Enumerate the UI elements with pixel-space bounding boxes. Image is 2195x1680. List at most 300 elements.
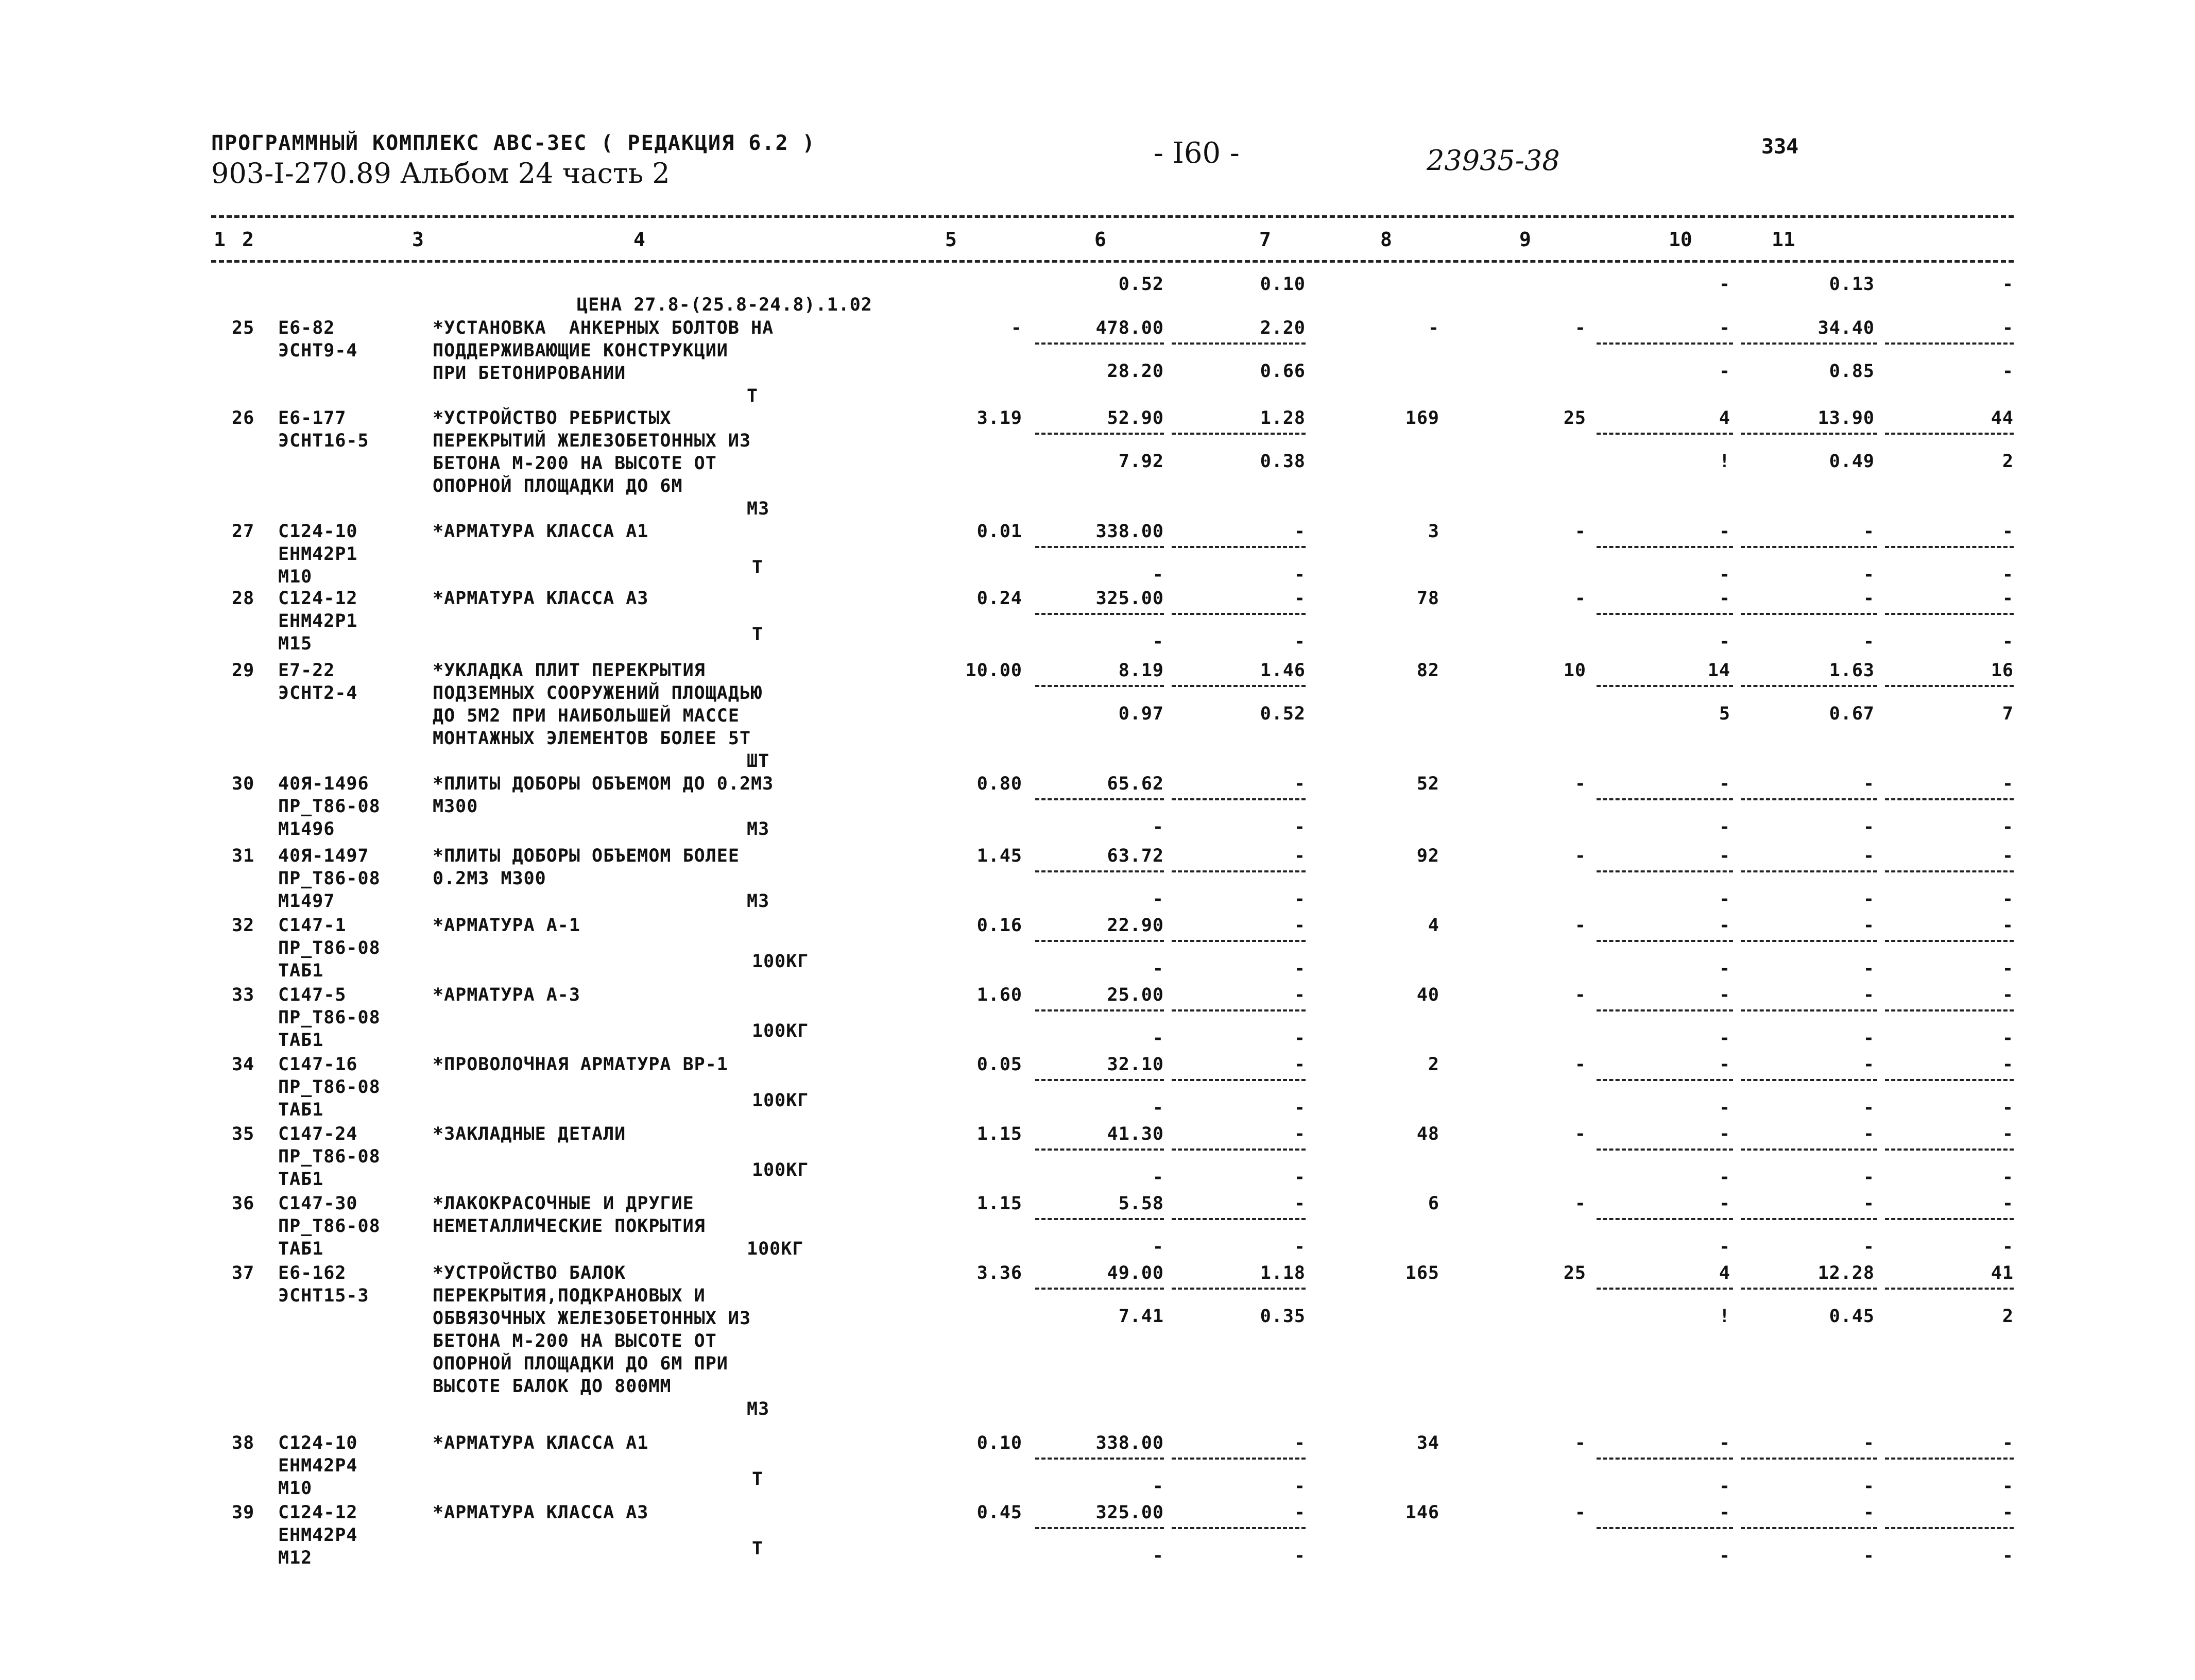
row-description: ПЕРЕКРЫТИЯ,ПОДКРАНОВЫХ И <box>433 1285 706 1306</box>
row-c11b: - <box>2002 1098 2014 1118</box>
row-c7: 82 <box>1416 660 1439 681</box>
row-c9: - <box>1719 1124 1730 1144</box>
row-unit: Т <box>752 624 764 645</box>
row-c11: - <box>2002 846 2014 866</box>
row-c10b: 0.49 <box>1829 451 1875 472</box>
row-c8: - <box>1574 588 1586 609</box>
row-sep-col10 <box>1741 1218 1877 1220</box>
row-c6b: - <box>1294 958 1306 979</box>
row-sep-col9 <box>1597 1288 1733 1290</box>
row-sep-col11 <box>1885 1527 2014 1529</box>
row-code: Е6-82 <box>278 318 335 338</box>
row-c10: - <box>1863 1502 1875 1523</box>
row-c6: - <box>1294 1502 1306 1523</box>
row-c11: - <box>2002 588 2014 609</box>
row-c11b: - <box>2002 1028 2014 1049</box>
row-c11: 41 <box>1991 1263 2014 1283</box>
row-sep-col10 <box>1741 433 1877 435</box>
row-unit: Т <box>752 1469 764 1490</box>
row-sep-col6 <box>1172 1288 1306 1290</box>
row-sep-col10 <box>1741 798 1877 800</box>
row-sep-col5 <box>1035 1288 1164 1290</box>
column-number-4: 4 <box>633 228 645 251</box>
row-c5: 63.72 <box>1107 846 1164 866</box>
row-description: *УКЛАДКА ПЛИТ ПЕРЕКРЫТИЯ <box>433 660 706 681</box>
row-number: 30 <box>232 774 255 794</box>
row-sep-col5 <box>1035 1009 1164 1012</box>
row-c11: 44 <box>1991 408 2014 428</box>
row-code: ТАБ1 <box>278 1239 324 1259</box>
row-code: ПР_Т86-08 <box>278 1077 381 1098</box>
row-c5: 478.00 <box>1095 318 1164 338</box>
row-sep-col6 <box>1172 433 1306 435</box>
row-c5: 52.90 <box>1107 408 1164 428</box>
row-c11: - <box>2002 1502 2014 1523</box>
row-c11: - <box>2002 1124 2014 1144</box>
row-sep-col9 <box>1597 870 1733 872</box>
row-sep-col11 <box>1885 1079 2014 1081</box>
row-description: *ПЛИТЫ ДОБОРЫ ОБЪЕМОМ ДО 0.2М3 <box>433 774 774 794</box>
row-description: *ПРОВОЛОЧНАЯ АРМАТУРА ВР-1 <box>433 1054 728 1075</box>
row-c6b: - <box>1294 1098 1306 1118</box>
row-c11b: - <box>2002 564 2014 585</box>
row-c8: - <box>1574 846 1586 866</box>
column-number-1: 1 <box>214 228 226 251</box>
row-sep-col9 <box>1597 1009 1733 1012</box>
sheet-number: 334 <box>1761 135 1799 159</box>
carry-col10: 0.13 <box>1829 274 1875 295</box>
row-code: ПР_Т86-08 <box>278 1146 381 1167</box>
row-unit: ШТ <box>747 751 770 772</box>
row-description: ПРИ БЕТОНИРОВАНИИ <box>433 363 626 384</box>
row-sep-col10 <box>1741 1288 1877 1290</box>
row-c6b: 0.66 <box>1260 361 1306 382</box>
row-sep-col5 <box>1035 940 1164 942</box>
row-c7: 34 <box>1416 1433 1439 1453</box>
row-sep-col10 <box>1741 1009 1877 1012</box>
row-sep-col11 <box>1885 940 2014 942</box>
row-c8: - <box>1574 521 1586 542</box>
row-c10: - <box>1863 915 1875 936</box>
row-code: Е6-162 <box>278 1263 347 1283</box>
row-sep-col6 <box>1172 685 1306 687</box>
row-c11b: 2 <box>2002 451 2014 472</box>
row-description: 0.2М3 М300 <box>433 868 546 889</box>
row-c10: - <box>1863 1124 1875 1144</box>
row-c11b: 2 <box>2002 1306 2014 1327</box>
row-code: ПР_Т86-08 <box>278 868 381 889</box>
row-c9b: - <box>1719 1237 1730 1257</box>
row-c8: - <box>1574 1193 1586 1214</box>
row-description: НЕМЕТАЛЛИЧЕСКИЕ ПОКРЫТИЯ <box>433 1216 706 1237</box>
row-sep-col11 <box>1885 1288 2014 1290</box>
row-c8: - <box>1574 774 1586 794</box>
row-c7: 3 <box>1428 521 1439 542</box>
row-c11: - <box>2002 1433 2014 1453</box>
row-c6b: - <box>1294 817 1306 837</box>
row-c9b: - <box>1719 1167 1730 1188</box>
row-code: С147-30 <box>278 1193 358 1214</box>
row-description: *УСТАНОВКА АНКЕРНЫХ БОЛТОВ НА <box>433 318 774 338</box>
row-code: ЭСНТ9-4 <box>278 340 358 361</box>
row-number: 32 <box>232 915 255 936</box>
row-c6: 1.18 <box>1260 1263 1306 1283</box>
row-c6: - <box>1294 915 1306 936</box>
row-sep-col10 <box>1741 546 1877 548</box>
row-unit: 100КГ <box>752 951 809 972</box>
row-c4: 0.01 <box>976 521 1022 542</box>
row-c10b: - <box>1863 1237 1875 1257</box>
row-c10b: - <box>1863 817 1875 837</box>
row-c10: - <box>1863 846 1875 866</box>
row-c11b: - <box>2002 361 2014 382</box>
row-c6b: - <box>1294 1237 1306 1257</box>
row-c5b: 0.97 <box>1118 704 1164 724</box>
row-c7: 78 <box>1416 588 1439 609</box>
program-title: ПРОГРАММНЫЙ КОМПЛЕКС АВС-3ЕС ( РЕДАКЦИЯ 6.2 ) <box>211 131 816 155</box>
row-sep-col9 <box>1597 1218 1733 1220</box>
row-c9: 4 <box>1719 1263 1730 1283</box>
column-number-6: 6 <box>1094 228 1106 251</box>
row-c10b: 0.85 <box>1829 361 1875 382</box>
row-unit: М3 <box>747 499 770 519</box>
row-c7: 146 <box>1405 1502 1439 1523</box>
row-c10b: - <box>1863 1098 1875 1118</box>
row-c5: 325.00 <box>1095 1502 1164 1523</box>
row-c4: 0.80 <box>976 774 1022 794</box>
row-sep-col11 <box>1885 870 2014 872</box>
row-code: С124-10 <box>278 1433 358 1453</box>
row-c9: 14 <box>1707 660 1730 681</box>
row-description: *АРМАТУРА КЛАССА А1 <box>433 521 649 542</box>
row-sep-col9 <box>1597 1079 1733 1081</box>
row-unit: М3 <box>747 1399 770 1419</box>
row-c8: - <box>1574 1433 1586 1453</box>
row-c5b: - <box>1152 1028 1164 1049</box>
row-c10b: 0.67 <box>1829 704 1875 724</box>
row-c7: - <box>1428 318 1439 338</box>
row-c6b: 0.52 <box>1260 704 1306 724</box>
row-c4: 1.45 <box>976 846 1022 866</box>
column-number-11: 11 <box>1772 228 1795 251</box>
row-c9b: ! <box>1719 451 1730 472</box>
row-c7: 40 <box>1416 985 1439 1005</box>
row-sep-col6 <box>1172 1009 1306 1012</box>
row-sep-col9 <box>1597 1527 1733 1529</box>
column-number-9: 9 <box>1519 228 1531 251</box>
row-number: 33 <box>232 985 255 1005</box>
row-sep-col9 <box>1597 798 1733 800</box>
row-sep-col5 <box>1035 342 1164 345</box>
row-c9: - <box>1719 1433 1730 1453</box>
row-c5b: - <box>1152 1237 1164 1257</box>
row-c9: - <box>1719 774 1730 794</box>
row-sep-col10 <box>1741 940 1877 942</box>
row-c5b: - <box>1152 958 1164 979</box>
row-description: ОБВЯЗОЧНЫХ ЖЕЛЕЗОБЕТОННЫХ ИЗ <box>433 1308 751 1329</box>
row-c10b: - <box>1863 889 1875 910</box>
row-c10b: - <box>1863 1476 1875 1497</box>
row-code: С147-16 <box>278 1054 358 1075</box>
row-c10: 1.63 <box>1829 660 1875 681</box>
row-code: М1497 <box>278 891 335 912</box>
row-sep-col9 <box>1597 1148 1733 1151</box>
row-c5b: - <box>1152 631 1164 652</box>
row-c9: - <box>1719 846 1730 866</box>
row-unit: Т <box>752 1538 764 1559</box>
row-c9: - <box>1719 521 1730 542</box>
row-description: *АРМАТУРА А-1 <box>433 915 580 936</box>
row-c8: - <box>1574 915 1586 936</box>
row-c6: - <box>1294 985 1306 1005</box>
column-number-8: 8 <box>1380 228 1392 251</box>
column-number-5: 5 <box>945 228 957 251</box>
row-c11b: - <box>2002 1167 2014 1188</box>
row-code: М1496 <box>278 819 335 839</box>
row-c4: 0.24 <box>976 588 1022 609</box>
row-c5b: - <box>1152 1476 1164 1497</box>
row-c5: 338.00 <box>1095 1433 1164 1453</box>
row-c7: 4 <box>1428 915 1439 936</box>
row-c8: 10 <box>1563 660 1586 681</box>
row-c6b: 0.38 <box>1260 451 1306 472</box>
row-c5b: 7.41 <box>1118 1306 1164 1327</box>
row-code: М15 <box>278 633 313 654</box>
row-description: ВЫСОТЕ БАЛОК ДО 800ММ <box>433 1376 672 1397</box>
row-c10: - <box>1863 1193 1875 1214</box>
row-c4: 1.15 <box>976 1193 1022 1214</box>
row-c4: 0.10 <box>976 1433 1022 1453</box>
row-c11: - <box>2002 318 2014 338</box>
row-sep-col10 <box>1741 613 1877 615</box>
row-c5: 65.62 <box>1107 774 1164 794</box>
row-c6b: - <box>1294 1028 1306 1049</box>
row-code: 40Я-1497 <box>278 846 369 866</box>
row-c4: - <box>1010 318 1022 338</box>
row-c10: - <box>1863 774 1875 794</box>
row-c11b: - <box>2002 631 2014 652</box>
table-top-rule <box>211 215 2014 218</box>
row-sep-col6 <box>1172 940 1306 942</box>
row-code: ПР_Т86-08 <box>278 1007 381 1028</box>
row-code: ЕНМ42Р1 <box>278 611 358 631</box>
row-c9: - <box>1719 1054 1730 1075</box>
row-code: С147-24 <box>278 1124 358 1144</box>
row-sep-col11 <box>1885 1148 2014 1151</box>
row-code: С124-12 <box>278 588 358 609</box>
row-code: 40Я-1496 <box>278 774 369 794</box>
row-c7: 92 <box>1416 846 1439 866</box>
row-c11: - <box>2002 774 2014 794</box>
row-c9b: - <box>1719 1546 1730 1566</box>
row-sep-col5 <box>1035 546 1164 548</box>
row-c11: - <box>2002 1054 2014 1075</box>
row-code: С124-10 <box>278 521 358 542</box>
row-number: 36 <box>232 1193 255 1214</box>
row-sep-col11 <box>1885 433 2014 435</box>
row-code: Е6-177 <box>278 408 347 428</box>
row-c7: 52 <box>1416 774 1439 794</box>
column-number-3: 3 <box>412 228 424 251</box>
row-c5b: - <box>1152 1098 1164 1118</box>
row-code: ТАБ1 <box>278 1169 324 1190</box>
row-c10: - <box>1863 1054 1875 1075</box>
row-description: ПЕРЕКРЫТИЙ ЖЕЛЕЗОБЕТОННЫХ ИЗ <box>433 431 751 451</box>
row-c6: - <box>1294 1433 1306 1453</box>
row-number: 34 <box>232 1054 255 1075</box>
row-number: 35 <box>232 1124 255 1144</box>
row-unit: 100КГ <box>752 1021 809 1042</box>
row-sep-col6 <box>1172 1527 1306 1529</box>
row-c10b: - <box>1863 564 1875 585</box>
row-c5b: - <box>1152 889 1164 910</box>
row-unit: 100КГ <box>752 1090 809 1111</box>
row-c5: 338.00 <box>1095 521 1164 542</box>
row-sep-col6 <box>1172 1218 1306 1220</box>
row-c6b: - <box>1294 564 1306 585</box>
row-c9b: - <box>1719 1476 1730 1497</box>
row-sep-col11 <box>1885 613 2014 615</box>
row-c7: 48 <box>1416 1124 1439 1144</box>
row-description: *ПЛИТЫ ДОБОРЫ ОБЪЕМОМ БОЛЕЕ <box>433 846 740 866</box>
row-code: ЭСНТ16-5 <box>278 431 369 451</box>
row-sep-col10 <box>1741 870 1877 872</box>
row-sep-col5 <box>1035 1218 1164 1220</box>
row-c4: 3.19 <box>976 408 1022 428</box>
row-c10: - <box>1863 1433 1875 1453</box>
row-c4: 1.60 <box>976 985 1022 1005</box>
row-c9: - <box>1719 1193 1730 1214</box>
row-sep-col5 <box>1035 1148 1164 1151</box>
row-code: М10 <box>278 1478 313 1499</box>
row-c6: - <box>1294 588 1306 609</box>
row-c11b: - <box>2002 1546 2014 1566</box>
row-sep-col5 <box>1035 870 1164 872</box>
row-c8: - <box>1574 1502 1586 1523</box>
row-code: М12 <box>278 1548 313 1568</box>
row-sep-col11 <box>1885 1218 2014 1220</box>
row-c4: 0.45 <box>976 1502 1022 1523</box>
row-c5: 325.00 <box>1095 588 1164 609</box>
row-c10: - <box>1863 985 1875 1005</box>
row-c6: 2.20 <box>1260 318 1306 338</box>
row-sep-col11 <box>1885 342 2014 345</box>
row-c9: - <box>1719 1502 1730 1523</box>
row-c9b: - <box>1719 817 1730 837</box>
row-sep-col10 <box>1741 1458 1877 1460</box>
row-c5: 41.30 <box>1107 1124 1164 1144</box>
price-note: ЦЕНА 27.8-(25.8-24.8).1.02 <box>577 295 872 315</box>
row-number: 28 <box>232 588 255 609</box>
row-c9: - <box>1719 588 1730 609</box>
row-description: ПОДЗЕМНЫХ СООРУЖЕНИЙ ПЛОЩАДЬЮ <box>433 683 763 704</box>
row-sep-col5 <box>1035 798 1164 800</box>
row-unit: М3 <box>747 819 770 839</box>
row-description: *АРМАТУРА КЛАССА А3 <box>433 588 649 609</box>
row-unit: Т <box>747 386 759 406</box>
row-description: ПОДДЕРЖИВАЮЩИЕ КОНСТРУКЦИИ <box>433 340 728 361</box>
row-description: ДО 5М2 ПРИ НАИБОЛЬШЕЙ МАССЕ <box>433 706 740 726</box>
row-description: *АРМАТУРА КЛАССА А3 <box>433 1502 649 1523</box>
row-code: ПР_Т86-08 <box>278 1216 381 1237</box>
carry-col6: 0.10 <box>1260 274 1306 295</box>
row-c9: - <box>1719 985 1730 1005</box>
row-code: С124-12 <box>278 1502 358 1523</box>
row-sep-col6 <box>1172 1458 1306 1460</box>
row-c9b: - <box>1719 631 1730 652</box>
row-c10b: - <box>1863 1028 1875 1049</box>
row-c6: - <box>1294 1193 1306 1214</box>
row-sep-col9 <box>1597 546 1733 548</box>
album-title: 903-I-270.89 Альбом 24 часть 2 <box>211 157 670 190</box>
row-sep-col11 <box>1885 685 2014 687</box>
row-c6: - <box>1294 846 1306 866</box>
row-c9b: - <box>1719 958 1730 979</box>
row-c5: 8.19 <box>1118 660 1164 681</box>
row-c7: 165 <box>1405 1263 1439 1283</box>
row-c6: - <box>1294 1054 1306 1075</box>
row-description: ОПОРНОЙ ПЛОЩАДКИ ДО 6М <box>433 476 683 496</box>
row-c8: 25 <box>1563 408 1586 428</box>
row-sep-col10 <box>1741 1527 1877 1529</box>
document-code: 23935-38 <box>1427 144 1560 177</box>
row-c4: 10.00 <box>965 660 1022 681</box>
carry-col11: - <box>2002 274 2014 295</box>
table-header-rule <box>211 260 2014 263</box>
row-c11b: - <box>2002 817 2014 837</box>
row-c11: - <box>2002 985 2014 1005</box>
row-sep-col11 <box>1885 546 2014 548</box>
row-c6b: - <box>1294 1167 1306 1188</box>
row-description: *АРМАТУРА КЛАССА А1 <box>433 1433 649 1453</box>
row-code: М10 <box>278 567 313 587</box>
row-sep-col5 <box>1035 1079 1164 1081</box>
row-c11b: 7 <box>2002 704 2014 724</box>
row-c10: 13.90 <box>1817 408 1875 428</box>
row-c5: 22.90 <box>1107 915 1164 936</box>
row-c10b: 0.45 <box>1829 1306 1875 1327</box>
row-c5b: - <box>1152 1546 1164 1566</box>
row-code: ПР_Т86-08 <box>278 938 381 958</box>
row-sep-col6 <box>1172 1148 1306 1151</box>
row-number: 29 <box>232 660 255 681</box>
row-code: ТАБ1 <box>278 1100 324 1120</box>
row-sep-col5 <box>1035 685 1164 687</box>
page-number: - I60 - <box>1154 136 1240 170</box>
row-sep-col9 <box>1597 342 1733 345</box>
row-sep-col6 <box>1172 342 1306 345</box>
row-code: С147-1 <box>278 915 347 936</box>
row-description: БЕТОНА М-200 НА ВЫСОТЕ ОТ <box>433 453 717 474</box>
row-c6b: - <box>1294 1546 1306 1566</box>
row-c9b: - <box>1719 1098 1730 1118</box>
row-sep-col10 <box>1741 342 1877 345</box>
row-code: ЕНМ42Р1 <box>278 544 358 564</box>
row-c10: 12.28 <box>1817 1263 1875 1283</box>
row-code: ЕНМ42Р4 <box>278 1525 358 1546</box>
row-sep-col6 <box>1172 613 1306 615</box>
row-unit: Т <box>752 557 764 578</box>
row-c5b: 28.20 <box>1107 361 1164 382</box>
row-number: 26 <box>232 408 255 428</box>
row-c11b: - <box>2002 1476 2014 1497</box>
row-sep-col9 <box>1597 940 1733 942</box>
row-code: ТАБ1 <box>278 1030 324 1051</box>
row-unit: 100КГ <box>747 1239 804 1259</box>
row-c9b: 5 <box>1719 704 1730 724</box>
row-sep-col6 <box>1172 798 1306 800</box>
row-c7: 6 <box>1428 1193 1439 1214</box>
